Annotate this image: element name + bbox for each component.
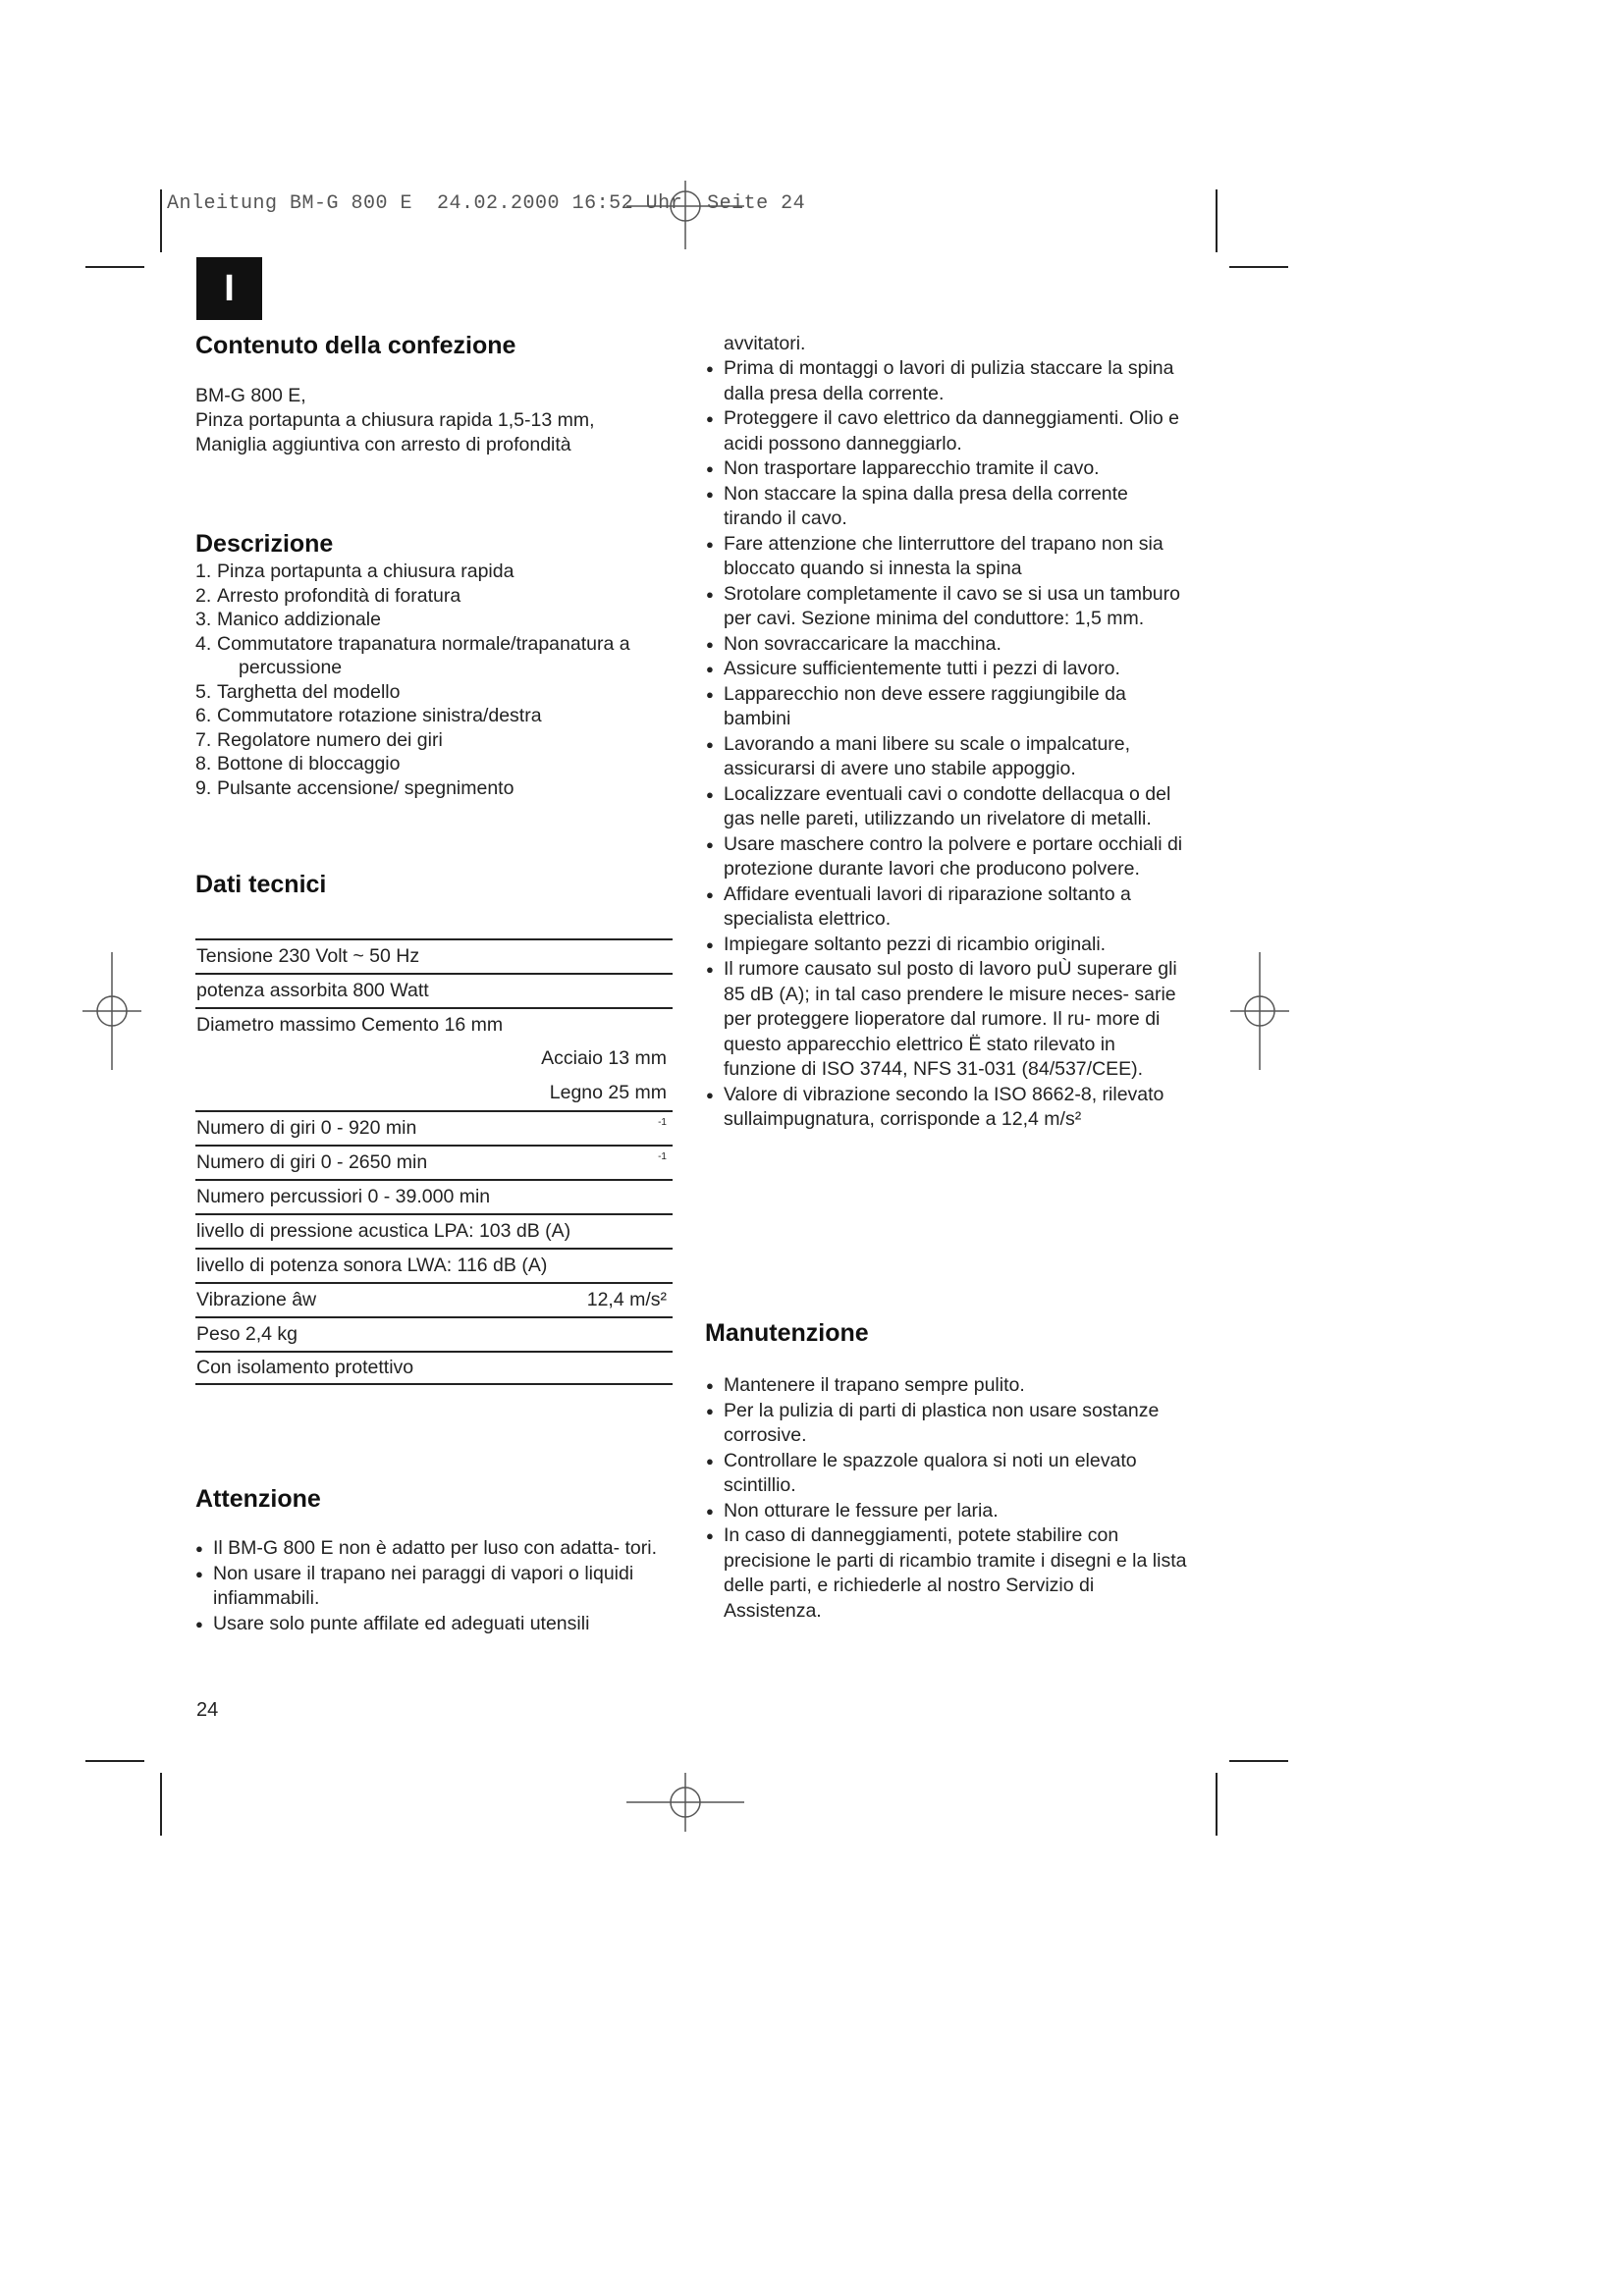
description-list	[195, 560, 667, 800]
table-row: Numero di giri 0 - 2650 min -1	[195, 1145, 673, 1179]
attention-heading: Attenzione	[195, 1485, 321, 1513]
contents-line: Maniglia aggiuntiva con arresto di profondità	[195, 434, 571, 455]
table-row: Acciaio 13 mm	[541, 1047, 667, 1069]
list-item: ● Assicure sufficientemente tutti i pezzi di lavoro.	[706, 657, 1187, 682]
crop-mark	[160, 189, 162, 252]
list-item: ● Per la pulizia di parti di plastica non usare sostanze corrosive.	[706, 1399, 1187, 1449]
maintenance-heading: Manutenzione	[705, 1319, 869, 1347]
table-row: Vibrazione âw 12,4 m/s²	[195, 1282, 673, 1316]
list-item: ● Usare solo punte affilate ed adeguati utensili	[195, 1612, 657, 1637]
list-item: ● Proteggere il cavo elettrico da danneggiamenti. Olio e acidi possono danneggiarlo.	[706, 406, 1187, 456]
list-item: ● Mantenere il trapano sempre pulito.	[706, 1373, 1187, 1399]
continuation-text: avvitatori.	[724, 333, 806, 354]
list-item: 2. Arresto profondità di foratura	[195, 584, 461, 607]
list-item: ● Controllare le spazzole qualora si noti un elevato scintillio.	[706, 1449, 1187, 1499]
list-item: ● Srotolare completamente il cavo se si usa un tamburo per cavi. Sezione minima del conduttore: 1,5 mm.	[706, 582, 1187, 632]
registration-mark-icon	[626, 181, 744, 249]
description-heading: Descrizione	[195, 530, 334, 558]
list-item: 7. Regolatore numero dei giri	[195, 728, 443, 751]
print-header: Anleitung BM-G 800 E 24.02.2000 16:52 Uhr Seite 24	[167, 192, 806, 215]
list-item: ● Valore di vibrazione secondo la ISO 8662-8, rilevato sullaimpugnatura, corrisponde a 12,4 m/s²	[706, 1083, 1187, 1133]
list-item: ● Prima di montaggi o lavori di pulizia staccare la spina dalla presa della corrente.	[706, 356, 1187, 406]
list-item: ● Affidare eventuali lavori di riparazione soltanto a specialista elettrico.	[706, 882, 1187, 933]
table-row: livello di potenza sonora LWA: 116 dB (A)	[195, 1248, 673, 1282]
list-item: ● Usare maschere contro la polvere e portare occhiali di protezione durante lavori che producono polvere.	[706, 832, 1187, 882]
crop-mark	[1216, 1773, 1218, 1836]
list-item: 3. Manico addizionale	[195, 609, 381, 630]
list-item: ● Fare attenzione che linterruttore del trapano non sia bloccato quando si innesta la spina	[706, 532, 1187, 582]
table-row: Numero percussiori 0 - 39.000 min	[195, 1179, 673, 1213]
table-row: Peso 2,4 kg	[195, 1316, 673, 1351]
crop-mark	[1216, 189, 1218, 252]
list-item: 5. Targhetta del modello	[195, 680, 401, 703]
technical-heading: Dati tecnici	[195, 871, 327, 898]
table-row: Legno 25 mm	[549, 1082, 667, 1103]
registration-mark-icon	[626, 1773, 744, 1832]
list-item: ● Localizzare eventuali cavi o condotte dellacqua o del gas nelle pareti, utilizzando un rivelatore di metalli.	[706, 782, 1187, 832]
maintenance-list	[706, 1373, 1187, 1624]
list-item: ● Il rumore causato sul posto di lavoro puÙ superare gli 85 dB (A); in tal caso prendere le misure neces- sarie per proteggere lioperatore dal rumore. Il ru- more di questo apparecchio elettrico Ë stato rilevato in funzione di ISO 3744, NFS 31-031 (84/537/CEE).	[706, 957, 1187, 1083]
list-item: ● Non usare il trapano nei paraggi di vapori o liquidi infiammabili.	[195, 1562, 657, 1612]
table-row: livello di pressione acustica LPA: 103 dB (A)	[195, 1213, 673, 1248]
contents-text	[195, 384, 594, 457]
contents-line: Pinza portapunta a chiusura rapida 1,5-13 mm,	[195, 409, 595, 431]
list-item: ● In caso di danneggiamenti, potete stabilire con precisione le parti di ricambio tramite i disegni e la lista delle parti, e richiederle al nostro Servizio di Assistenza.	[706, 1523, 1187, 1624]
list-item: 9. Pulsante accensione/ spegnimento	[195, 776, 514, 799]
technical-table	[195, 938, 673, 1385]
contents-line: BM-G 800 E,	[195, 385, 306, 406]
crop-mark	[1229, 266, 1288, 268]
table-row: potenza assorbita 800 Watt	[195, 973, 673, 1007]
table-row: Con isolamento protettivo	[195, 1351, 673, 1385]
table-row: Diametro massimo Cemento 16 mm	[195, 1007, 673, 1041]
crop-mark	[160, 1773, 162, 1836]
attention-list	[195, 1536, 657, 1636]
language-tab: I	[196, 257, 262, 320]
table-row: Tensione 230 Volt ~ 50 Hz	[195, 938, 673, 973]
registration-mark-icon	[1230, 952, 1289, 1070]
list-item: ● Non otturare le fessure per laria.	[706, 1499, 1187, 1524]
list-item: 1. Pinza portapunta a chiusura rapida	[195, 561, 514, 582]
crop-mark	[85, 1760, 144, 1762]
contents-heading: Contenuto della confezione	[195, 332, 516, 359]
list-item: 6. Commutatore rotazione sinistra/destra	[195, 705, 542, 726]
table-row: Numero di giri 0 - 920 min -1	[195, 1110, 673, 1145]
crop-mark	[1229, 1760, 1288, 1762]
list-item: ● Non trasportare lapparecchio tramite il cavo.	[706, 456, 1187, 482]
crop-mark	[85, 266, 144, 268]
list-item: 8. Bottone di bloccaggio	[195, 753, 401, 774]
registration-mark-icon	[82, 952, 141, 1070]
safety-list	[706, 356, 1187, 1133]
list-item: ● Impiegare soltanto pezzi di ricambio originali.	[706, 933, 1187, 958]
list-item: ● Lavorando a mani libere su scale o impalcature, assicurarsi di avere uno stabile appoggio.	[706, 732, 1187, 782]
list-item: 4. Commutatore trapanatura normale/trapanatura a percussione	[195, 632, 630, 678]
list-item: ● Lapparecchio non deve essere raggiungibile da bambini	[706, 682, 1187, 732]
list-item: ● Non sovraccaricare la macchina.	[706, 632, 1187, 658]
page-number: 24	[196, 1699, 219, 1721]
list-item: ● Il BM-G 800 E non è adatto per luso con adatta- tori.	[195, 1536, 657, 1562]
list-item: ● Non staccare la spina dalla presa della corrente tirando il cavo.	[706, 482, 1187, 532]
